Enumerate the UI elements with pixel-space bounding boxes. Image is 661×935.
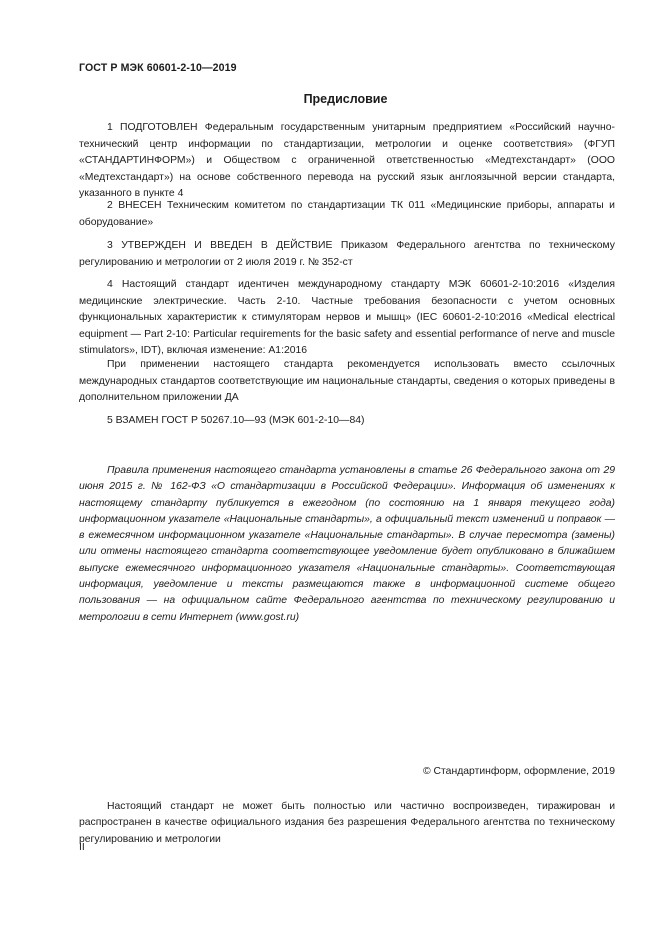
paragraph-application-note: При применении настоящего стандарта рекомендуется использовать вместо ссылочных международных стандартов соответствующие им национальные стандарты, сведения о которых приведены в дополнительном приложении ДА xyxy=(79,359,615,404)
reproduction-notice: Настоящий стандарт не может быть полностью или частично воспроизведен, тиражирован и распространен в качестве официального издания без разрешения Федерального агентства по техническому регулированию и метрологии xyxy=(79,801,615,845)
standard-code-header: ГОСТ Р МЭК 60601-2-10—2019 xyxy=(79,62,237,74)
paragraph-prepared-by: 1 ПОДГОТОВЛЕН Федеральным государственным унитарным предприятием «Российский научно-технический центр информации по стандартизации, метрологии и оценке соответствия» (ФГУП «СТАНДАРТИНФОРМ») и Обществом с ограниченной ответственностью «Медтехстандарт» (ООО «Медтехстандарт») на основе собственного перевода на русский язык англоязычной версии стандарта, указанного в пункте 4 xyxy=(79,122,615,200)
paragraph-replaces: 5 ВЗАМЕН ГОСТ Р 50267.10—93 (МЭК 601-2-10—84) xyxy=(107,415,365,426)
page-number: II xyxy=(79,842,85,853)
application-rules-notice: Правила применения настоящего стандарта установлены в статье 26 Федерального закона от 29 июня 2015 г. № 162-ФЗ «О стандартизации в Российской Федерации». Информация об изменениях к настоящему стандарту публикуется в ежегодном (по состоянию на 1 января текущего года) информационном указателе «Национальные стандарты», а официальный текст изменений и поправок — в ежемесячном информационном указателе «Национальные стандарты». В случае пересмотра (замены) или отмены настоящего стандарта соответствующее уведомление будет опубликовано в ближайшем выпуске ежемесячного информационного указателя «Национальные стандарты». Соответствующая информация, уведомление и тексты размещаются также в информационной системе общего пользования — на официальном сайте Федерального агентства по техническому регулированию и метрологии в сети Интернет (www.gost.ru) xyxy=(79,465,615,623)
paragraph-identical-standard: 4 Настоящий стандарт идентичен международному стандарту МЭК 60601-2-10:2016 «Изделия медицинские электрические. Часть 2-10. Частные требования безопасности с учетом основных функциональных характеристик к стимуляторам нервов и мышц» (IEC 60601-2-10:2016 «Medical electrical equipment — Part 2-10: Particular requirements for the basic safety and essential performance of nerve and muscle stimulators», IDT), включая изменение: A1:2016 xyxy=(79,279,615,357)
paragraph-submitted-by: 2 ВНЕСЕН Техническим комитетом по стандартизации ТК 011 «Медицинские приборы, аппараты и оборудование» xyxy=(79,200,615,228)
copyright-line: © Стандартинформ, оформление, 2019 xyxy=(422,766,615,777)
paragraph-approved: 3 УТВЕРЖДЕН И ВВЕДЕН В ДЕЙСТВИЕ Приказом Федерального агентства по техническому регулированию и метрологии от 2 июля 2019 г. № 352-ст xyxy=(79,240,615,268)
foreword-title: Предисловие xyxy=(303,92,388,106)
